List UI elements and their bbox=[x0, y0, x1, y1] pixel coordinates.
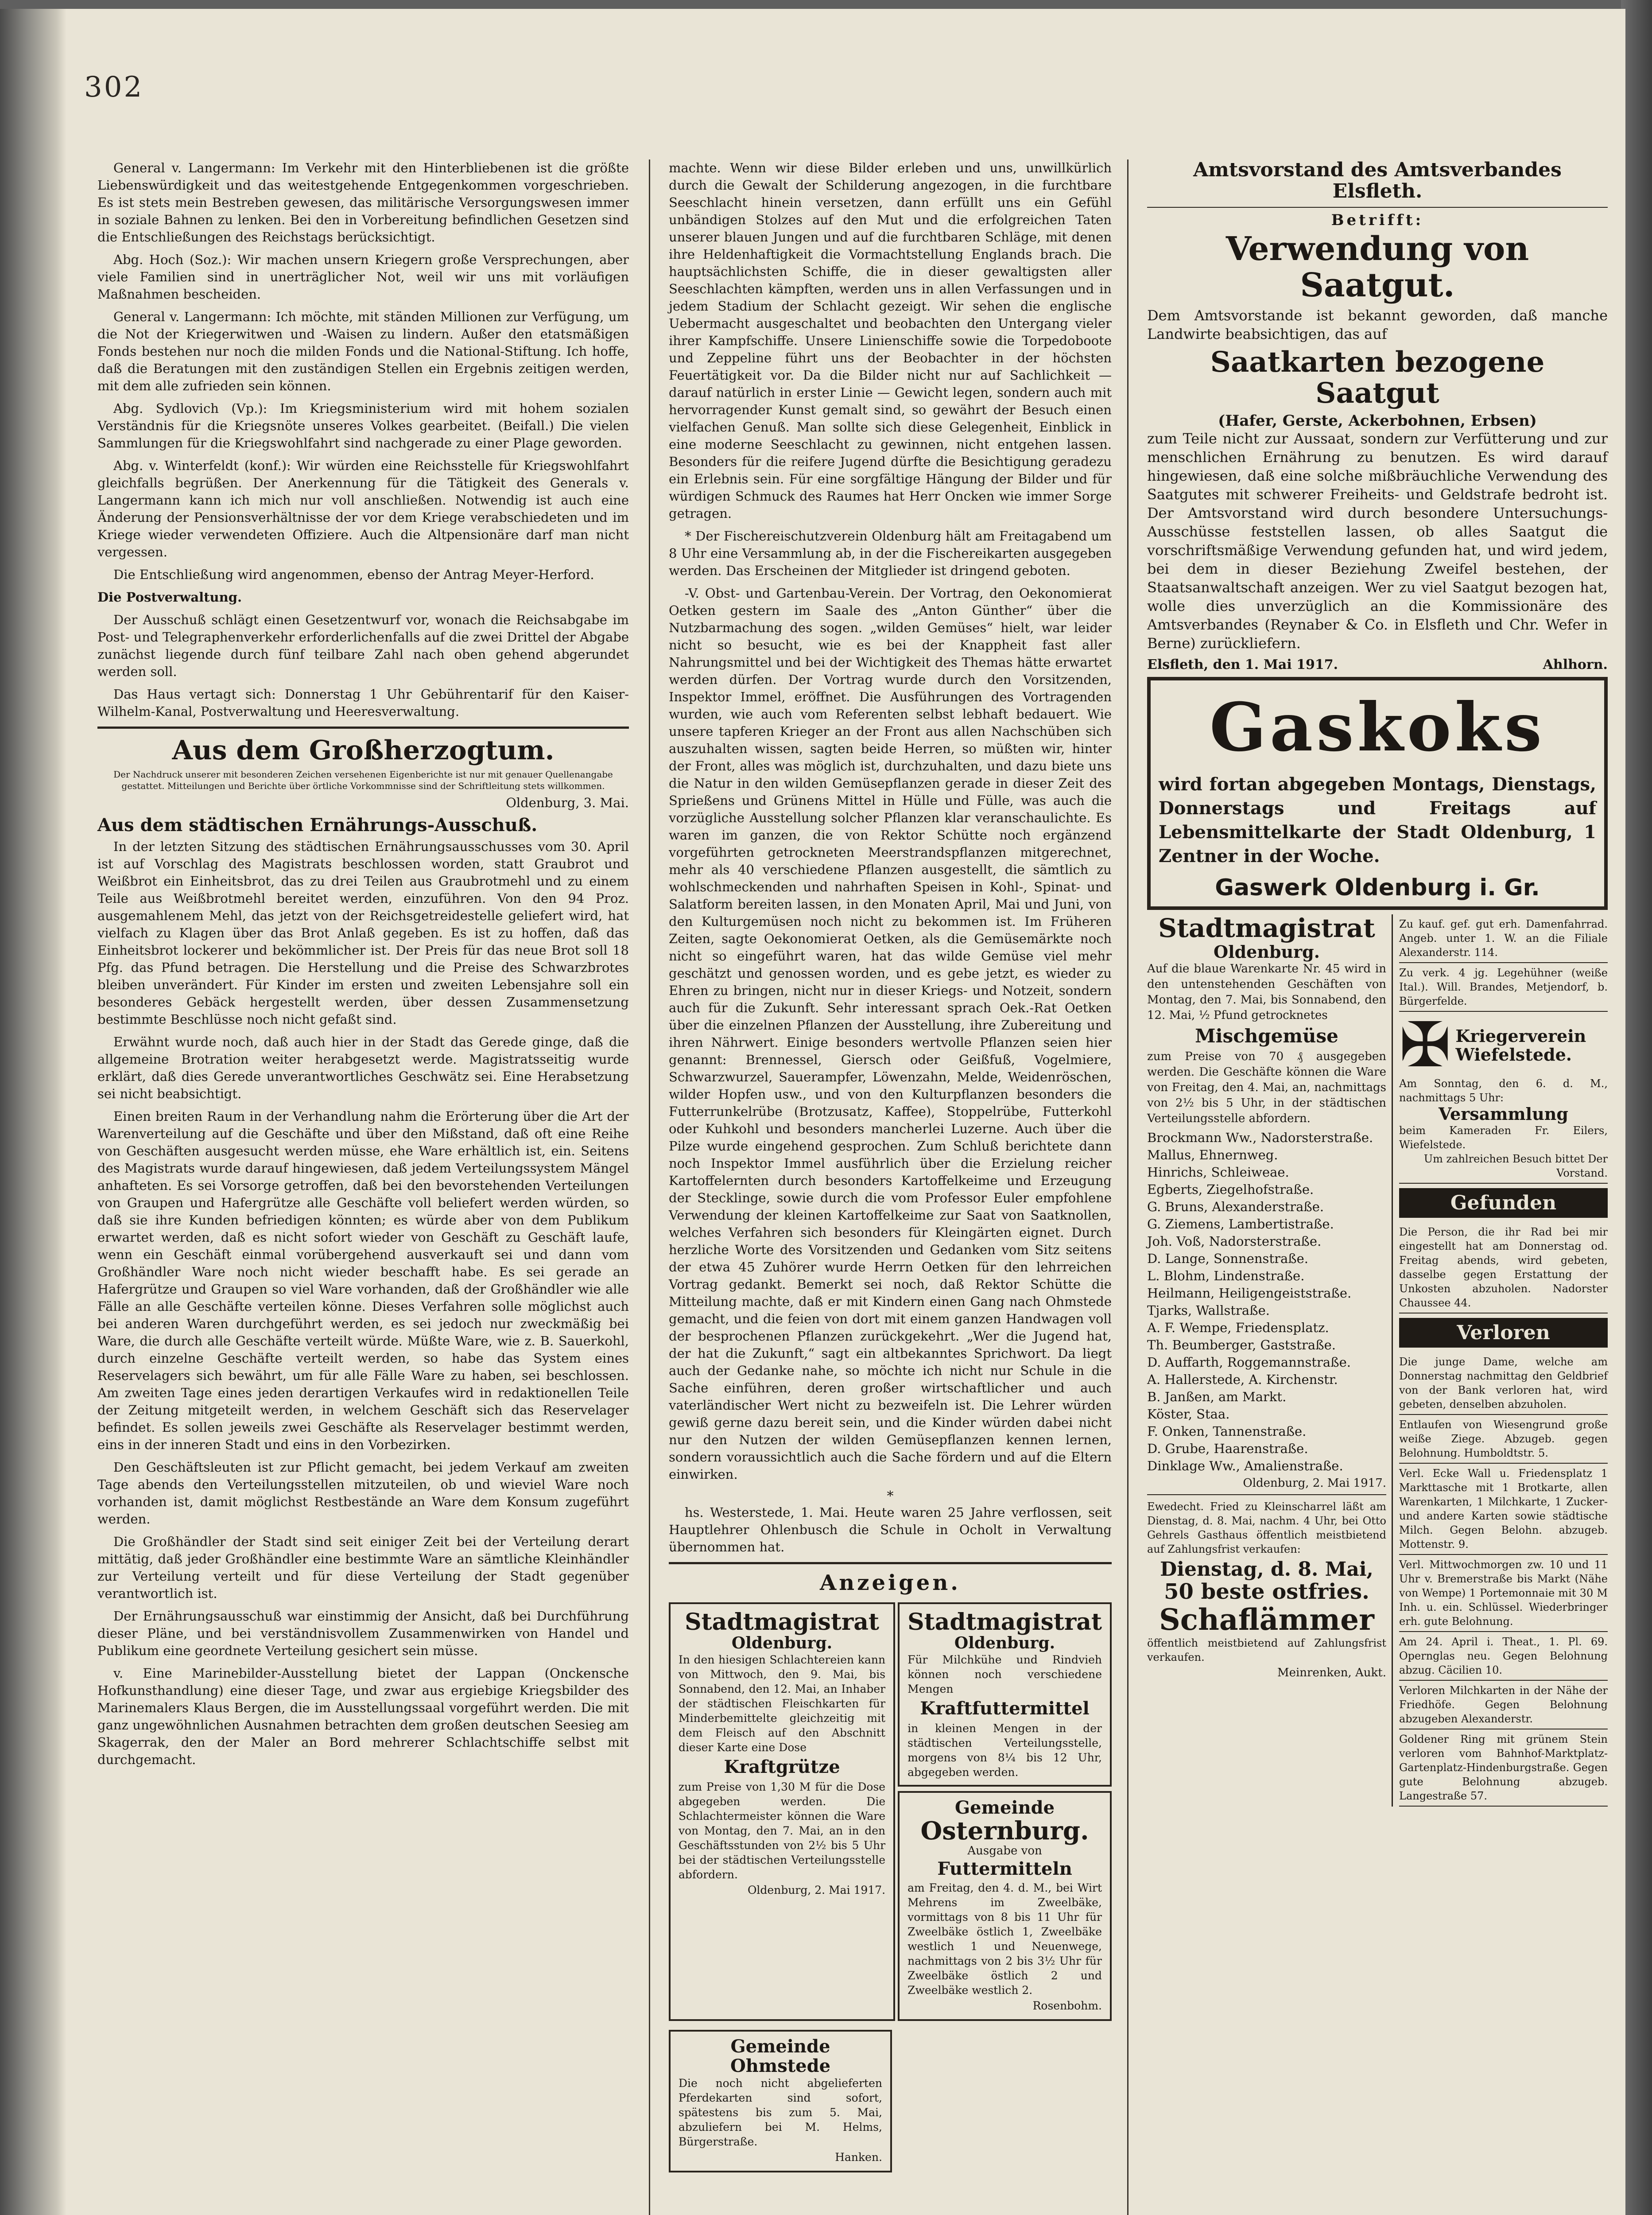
list-item: G. Ziemens, Lambertistraße. bbox=[1147, 1216, 1334, 1232]
paragraph: General v. Langermann: Im Verkehr mit den Hinterbliebenen ist die größte Liebenswürdigkeit und das weitestgehende Entgegenkommen vorgeschrieben. Es ist stets mein Bestreben gewesen, das militärische Versorgungswesen immer in soziale Bahnen zu lenken. Bei den in Vorbereitung befindlichen Gesetzen sind die Entschließungen des Reichstags berücksichtigt. bbox=[97, 160, 629, 245]
paragraph: hs. Westerstede, 1. Mai. Heute waren 25 Jahre verflossen, seit Hauptlehrer Ohlenbusch die Schule in Ocholt in Verwaltung übernommen hat. bbox=[669, 1505, 1112, 1554]
paragraph: Der Ausschuß schlägt einen Gesetzentwurf vor, wonach die Reichsabgabe im Post- und Telegraphenverkehr erforderlichenfalls auf die zwei Drittel der Abgabe zunächst liegende durch fünf teilbare Zahl nach oben gehend abgerundet werden soll. bbox=[97, 612, 629, 679]
list-item: Heilmann, Heiligengeiststraße. bbox=[1147, 1285, 1352, 1301]
classified-ad: Verl. Ecke Wall u. Friedensplatz 1 Markttasche mit 1 Brotkarte, allen Warenkarten, 1 Milchkarte, 1 Zucker- und andere Karten sowie städtische Milch. Gegen Belohn. abzugeb. Mottenstr. 9. bbox=[1399, 1464, 1608, 1555]
ad-kriegerverein bbox=[1399, 1009, 1608, 1184]
binding-edge bbox=[0, 9, 66, 2215]
list-item: F. Onken, Tannenstraße. bbox=[1147, 1423, 1307, 1439]
ad-title: Kriegerverein Wiefelstede. bbox=[1455, 1026, 1586, 1065]
list-item: Dinklage Ww., Amalienstraße. bbox=[1147, 1458, 1343, 1473]
list-item: Brockmann Ww., Nadorsterstraße. bbox=[1147, 1130, 1373, 1145]
paragraph: machte. Wenn wir diese Bilder erleben und uns, unwillkürlich durch die Gewalt der Schilderung angezogen, in die furchtbare Seeschlacht hinein versetzen, dann erfüllt uns ein Gefühl unbändigen Stolzes auf den Mut und die erfolgreichen Taten unserer blauen Jungen und auf die furchtbaren Schläge, mit denen ihre Heldenhaftigkeit die Vormachtstellung Englands brach. Die hauptsächlichsten Schiffe, die in dieser gewaltigsten aller Seeschlachten kämpften, werden uns in allen Verfassungen und in jedem Stadium der Schlacht gezeigt. Wir sehen die englische Uebermacht ausgeschaltet und beobachten den Untergang vieler ihrer Kampfschiffe. Unsere Linienschiffe sowie die Torpedoboote und Zeppeline führt uns der Beobachter in der höchsten Feuertätigkeit vor. Da die Bilder nicht nur auf Sachlichkeit — darauf natürlich in erster Linie — Gewicht legen, sondern auch mit hervorragender Kunst gemalt sind, so gewährt der Besuch einen vielfachen Genuß. Man sollte sich diese Gelegenheit, Einblick in eine moderne Seeschlacht zu gewinnen, nicht entgehen lassen. Besonders für die reifere Jugend dürfte die Besichtigung geradezu ein Erlebnis sein. Für eine sorgfältige Hängung der Bilder und für würdigen Schmuck des Raumes hat Herr Oncken wie immer Sorge getragen. bbox=[669, 160, 1112, 521]
paragraph: Die Entschließung wird angenommen, ebenso der Antrag Meyer-Herford. bbox=[113, 567, 594, 582]
ads-lower bbox=[1147, 914, 1608, 1807]
ads-heading: Anzeigen. bbox=[820, 1570, 961, 1595]
ads-row bbox=[669, 1598, 1112, 2025]
dateline: Oldenburg, 3. Mai. bbox=[506, 795, 629, 810]
ad-title: Stadtmagistrat bbox=[907, 1609, 1102, 1636]
merchant-list bbox=[1147, 1129, 1386, 1475]
rule bbox=[1147, 207, 1608, 208]
ad-body: am Freitag, den 4. d. M., bei Wirt Mehrens im Zweelbäke, vormittags von 8 bis 11 Uhr für Zweelbäke östlich 1, Zweelbäke westlich 1 und Neuenwege, nachmittags von 2 bis 3½ Uhr für Zweelbäke östlich 2 und Zweelbäke westlich 2. bbox=[907, 1881, 1102, 1997]
ad-signature: Ahlhorn. bbox=[1543, 657, 1608, 673]
list-item: G. Bruns, Alexanderstraße. bbox=[1147, 1199, 1324, 1214]
classified-ad: Verloren Milchkarten in der Nähe der Friedhöfe. Gegen Belohnung abzugeben Alexanderstr. bbox=[1399, 1681, 1608, 1729]
ad-subject-label: Betrifft: bbox=[1331, 211, 1424, 229]
ad-footer: Gaswerk Oldenburg i. Gr. bbox=[1215, 874, 1540, 902]
classified-ad: Die Person, die ihr Rad bei mir eingestellt hat am Donnerstag od. Freitag abends, wird gebeten, dasselbe gegen Erstattung der Unkosten abzuholen. Nadorster Chaussee 44. bbox=[1399, 1222, 1608, 1313]
ad-stadtmagistrat-kraftgruetze bbox=[669, 1602, 895, 2021]
ad-body: zum Preise von 1,30 M für die Dose abgegeben werden. Die Schlachtermeister können die Ware von Montag, den 7. Mai, an in den Geschäftsstunden von 2½ bis 5 Uhr bei der städtischen Verteilungsstelle abfordern. bbox=[679, 1780, 886, 1881]
ad-title: Stadtmagistrat bbox=[1158, 913, 1375, 944]
ad-body: öffentlich meistbietend auf Zahlungsfrist verkaufen. bbox=[1147, 1636, 1386, 1663]
list-item: A. Hallerstede, A. Kirchenstr. bbox=[1147, 1372, 1338, 1387]
ad-line: Ausgabe von bbox=[967, 1844, 1042, 1858]
ad-product: Mischgemüse bbox=[1195, 1025, 1338, 1047]
list-item: L. Blohm, Lindenstraße. bbox=[1147, 1268, 1305, 1283]
ad-body: Für Milchkühe und Rindvieh können noch verschiedene Mengen bbox=[907, 1653, 1102, 1695]
ad-headline: Verwendung von Saatgut. bbox=[1225, 230, 1529, 304]
ad-date: Dienstag, d. 8. Mai, bbox=[1160, 1558, 1373, 1581]
page-number: 302 bbox=[84, 71, 144, 104]
classified-ad: Zu kauf. gef. gut erh. Damenfahrrad. Angeb. unter 1. W. an die Filiale Alexanderstr. 114. bbox=[1399, 914, 1608, 963]
ad-stadtmagistrat-mischgemuese bbox=[1147, 914, 1393, 1807]
ad-headline: Saatkarten bezogene Saatgut bbox=[1210, 345, 1545, 410]
paragraph: -V. Obst- und Gartenbau-Verein. Der Vortrag, den Oekonomierat Oetken gestern im Saale des „Anton Günther“ über die Nutzbarmachung des sogen. „wilden Gemüses“ hielt, war leider nicht so besucht, wie es bei der Knappheit fast aller Nahrungsmittel und bei der Wichtigkeit des Themas hätte erwartet werden dürfen. Der Vortrag wurde durch den Vorsitzenden, Inspektor Immel, eröffnet. Die Ausführungen des Vortragenden wurden, wie auch vom Referenten selbst lebhaft bedauert. Wie unsere tapferen Krieger an der Front aus allen Nachschüben sich auszuhalten wissen, sagten beide Herren, so müßten wir, hinter der Front, alles was möglich ist, durchzuhalten, und dazu biete uns die Natur in den wilden Gemüsepflanzen gerade in dieser Zeit des Sprießens und Grünens Mittel in Hülle und Fülle, was auch die vorzügliche Ausstellung solcher Pflanzen klar veranschaulichte. Es waren im ganzen, die von Rektor Schütte noch ergänzend vorgeführten getrockneten Meerstrandspflanzen mitgerechnet, mehr als 40 verschiedene Pflanzen ausgestellt, die sämtlich zu wohlschmeckenden und nahrhaften Speisen in Kohl-, Spinat- und Salatform bereiten lassen, in den Monaten April, Mai und Juni, von den Kulturgemüsen noch nicht zu bekommen ist. Im Früheren Zeiten, sagte Oekonomierat Oetken, als die Gemüsemärkte noch nicht so eingeführt waren, hat das wilde Gemüse viel mehr geschätzt und genossen worden, und es gebe jetzt, es wieder zu Ehren zu bringen, nicht nur in dieser Kriegs- und Notzeit, sondern auch für die Zukunft. Sehr interessant sprach Oek.-Rat Oetken über die einzelnen Pflanzen der Ausstellung, ihre Zubereitung und ihren Nährwert. Einige besonders wertvolle Pflanzen seien hier genannt: Brennessel, Giersch oder Geißfuß, Vogelmiere, Schwarzwurzel, Sauerampfer, Löwenzahn, Melde, Weidenröschen, wilder Hopfen usw., und von den Kulturpflanzen besonders die Futterrunkelrübe (Brotzusatz, Kaffee), Stoppelrübe, Futterkohl oder Kuhkohl und besonders mancherlei Luzerne. Auch über die Pilze wurde eingehend gesprochen. Zum Schluß berichtete dann noch Inspektor Immel ausführlich über die Erzielung reicher Kartoffelernten durch besonders Kartoffelkeime und Erzeugung der Stecklinge, sowie durch die vom Professor Euler empfohlene Verwendung der kleinen Kartoffelkeime zur Saat von Saatknollen, welches Verfahren sich besonders für Kleingärten eignet. Durch herzliche Worte des Vorsitzenden und Gedanken vom Sitz seitens der etwa 45 Zuhörer wurde Herrn Oetken für den lehrreichen Vortrag gedankt. Bemerkt sei noch, daß Rektor Schütte die Mitteilung machte, daß er mit Kindern einen Gang nach Ohmstede gemacht, und die feien von dort mit einem ganzen Handwagen voll der besprochenen Pflanzen zurückgekehrt. „Wer die Jugend hat, der hat die Zukunft,“ sagt ein altbekanntes Sprichwort. Da liegt auch der Gedanke nahe, so möchte ich nicht nur Schule in die Sache einführen, deren großer wirtschaftlicher und auch vaterländischer Wert nicht zu bezweifeln ist. Die Lehrer würden gewiß gerne dazu bereit sein, und die Kinder würden dabei nicht nur den Nutzen der wilden Gemüsepflanzen kennen lernen, sondern voraussichtlich auch die Sache fördern und auf die Eltern einwirken. bbox=[669, 586, 1112, 1482]
ad-signature: Hanken. bbox=[835, 2150, 882, 2164]
ad-event: Versammlung bbox=[1439, 1104, 1568, 1124]
column-left bbox=[97, 159, 629, 2215]
ad-title: Gemeinde bbox=[955, 1797, 1055, 1818]
ads-right-stack bbox=[898, 1598, 1112, 2025]
paragraph: Der Ernährungsausschuß war einstimmig der Ansicht, daß bei Durchführung dieser Pläne, und bei verständnisvollem Zusammenwirken von Handel und Publikum eine geordnete Verteilung gesichert sein müsse. bbox=[97, 1609, 629, 1658]
ad-place-date: Elsfleth, den 1. Mai 1917. bbox=[1147, 657, 1338, 673]
classified-ad: Entlaufen von Wiesengrund große weiße Ziege. Abzugeb. gegen Belohnung. Humboldtstr. 5. bbox=[1399, 1415, 1608, 1464]
list-item: Tjarks, Wallstraße. bbox=[1147, 1302, 1270, 1318]
paragraph: Abg. Sydlovich (Vp.): Im Kriegsministerium wird mit hohem sozialen Verständnis für die Kriegsnöte unseres Volkes gearbeitet. (Beifall.) Die vielen Sammlungen für die Kriegswohlfahrt sind nachgerade zu einer Plage geworden. bbox=[97, 401, 629, 451]
ad-product: Kraftfuttermittel bbox=[920, 1698, 1090, 1719]
rule bbox=[1147, 1494, 1386, 1495]
list-item: Köster, Staa. bbox=[1147, 1406, 1230, 1422]
ad-body: beim Kameraden Fr. Eilers, Wiefelstede. bbox=[1399, 1124, 1608, 1151]
section-rule bbox=[97, 727, 629, 729]
ad-subheadline: (Hafer, Gerste, Ackerbohnen, Erbsen) bbox=[1218, 412, 1537, 430]
ad-stadtmagistrat-kraftfutter bbox=[898, 1602, 1112, 1787]
ad-product: Schaflämmer bbox=[1159, 1602, 1374, 1637]
list-item: Mallus, Ehnernweg. bbox=[1147, 1147, 1278, 1162]
ad-signature: Rosenbohm. bbox=[1032, 1999, 1102, 2012]
paragraph: Den Geschäftsleuten ist zur Pflicht gemacht, bei jedem Verkauf am zweiten Tage abends den Verteilungsstellen mitzuteilen, ob und wieviel Ware noch vorhanden ist, damit möglichst Restbestände an Ware dem Konsum zugeführt werden. bbox=[97, 1460, 629, 1527]
section-title: Aus dem Großherzogtum. bbox=[172, 735, 555, 766]
ad-body: wird fortan abgegeben Montags, Dienstags, Donnerstags und Freitags auf Lebensmittelkarte der Stadt Oldenburg, 1 Zentner in der Woche. bbox=[1159, 774, 1596, 867]
iron-cross-icon: ✠ bbox=[1399, 1009, 1451, 1082]
ad-headline: Gaskoks bbox=[1209, 688, 1546, 767]
ad-header: Amtsvorstand des Amtsverbandes Elsfleth. bbox=[1193, 159, 1562, 203]
paragraph: In der letzten Sitzung des städtischen Ernährungsausschusses vom 30. April ist auf Vorschlag des Magistrats beschlossen worden, statt Graubrot und Weißbrot ein Einheitsbrot, das zu drei Teilen aus Graubrotmehl und zu einem Teile aus Weißbrotmehl bereitet werden, einzuführen. Von den 94 Proz. ausgemahlenem Mehl, das jetzt von der Reichsgetreidestelle geliefert wird, hat vielfach zu Klagen über das Brot Anlaß gegeben. Es ist zu hoffen, daß das Einheitsbrot lockerer und bekömmlicher ist. Der Preis für das neue Brot soll 18 Pfg. das Pfund betragen. Die Herstellung und die Preise des Schwarzbrotes bleiben unverändert. Für Kinder im ersten und zweiten Lebensjahre soll ein besonderes Gebäck hergestellt werden, über dessen Zusammensetzung bestimmte Beschlüsse noch nicht gefaßt sind. bbox=[97, 839, 629, 1027]
column-divider bbox=[649, 159, 650, 2215]
ad-title: Gemeinde Ohmstede bbox=[730, 2036, 831, 2076]
list-item: B. Janßen, am Markt. bbox=[1147, 1389, 1287, 1404]
ad-gemeinde-osternburg bbox=[898, 1791, 1112, 2021]
ad-count: 50 beste ostfries. bbox=[1164, 1579, 1369, 1605]
ad-body: Dem Amtsvorstande ist bekannt geworden, daß manche Landwirte beabsichtigen, das auf bbox=[1147, 307, 1608, 342]
page-edge-shadow bbox=[1621, 0, 1652, 2215]
lost-banner: Verloren bbox=[1399, 1318, 1608, 1348]
classified-ad: Die junge Dame, welche am Donnerstag nachmittag den Geldbrief von der Bank verloren hat, wird gebeten, denselben abzuholen. bbox=[1399, 1352, 1608, 1415]
ad-body: zum Preise von 70 ₰ ausgegeben werden. Die Geschäfte können die Ware von Freitag, den 4. Mai, an, nachmittags von 2½ bis 5 Uhr, in der städtischen Verteilungsstelle abfordern. bbox=[1147, 1049, 1386, 1125]
ad-auction bbox=[1147, 1500, 1386, 1679]
ad-subtitle: Oldenburg. bbox=[731, 1634, 833, 1653]
ad-body: Ewedecht. Fried zu Kleinscharrel läßt am Dienstag, d. 8. Mai, nachm. 4 Uhr, bei Otto Gehrels Gasthaus öffentlich meistbietend auf Zahlungsfrist verkaufen: bbox=[1147, 1500, 1386, 1555]
ad-body: Auf die blaue Warenkarte Nr. 45 wird in den untenstehenden Geschäften von Montag, den 7. Mai, bis Sonnabend, den 12. Mai, ½ Pfund getrocknetes bbox=[1147, 962, 1386, 1022]
ad-title: Osternburg. bbox=[920, 1816, 1089, 1846]
ad-body: Am Sonntag, den 6. d. M., nachmittags 5 Uhr: bbox=[1399, 1077, 1608, 1104]
classified-ad: Am 24. April i. Theat., 1. Pl. 69. Opernglas neu. Gegen Belohnung abzug. Cäcilien 10. bbox=[1399, 1632, 1608, 1681]
subsection-title: Die Postverwaltung. bbox=[97, 590, 242, 605]
ad-subtitle: Oldenburg. bbox=[954, 1634, 1055, 1653]
list-item: D. Auffarth, Roggemannstraße. bbox=[1147, 1354, 1351, 1370]
classified-ad: Verl. Mittwochmorgen zw. 10 und 11 Uhr v. Bremerstraße bis Markt (Nähe von Wempe) 1 Portemonnaie mit 30 M Inh. u. ein. Schlüssel. Wiederbringer erh. gute Belohnung. bbox=[1399, 1555, 1608, 1632]
paragraph: Abg. Hoch (Soz.): Wir machen unsern Kriegern große Versprechungen, aber viele Familien sind in unerträglicher Not, weil wir uns mit vorläufigen Maßnahmen bescheiden. bbox=[97, 252, 629, 302]
list-item: Th. Beumberger, Gaststraße. bbox=[1147, 1337, 1336, 1352]
small-ads-column bbox=[1399, 914, 1608, 1807]
signature-row bbox=[1147, 657, 1608, 672]
ad-gaskoks bbox=[1147, 677, 1608, 910]
paragraph: Das Haus vertagt sich: Donnerstag 1 Uhr Gebührentarif für den Kaiser-Wilhelm-Kanal, Postverwaltung und Heeresverwaltung. bbox=[97, 687, 629, 719]
ad-gemeinde-ohmstede bbox=[669, 2030, 892, 2172]
ad-product: Kraftgrütze bbox=[724, 1756, 840, 1777]
paragraph: Abg. v. Winterfeldt (konf.): Wir würden eine Reichsstelle für Kriegswohlfahrt gleichfalls begrüßen. Der Anerkennung für die Tätigkeit des Generals v. Langermann kann ich mich nur voll anschließen. Notwendig ist auch eine Änderung der Pensionsverhältnisse der vor dem Kriege verabschiedeten und im Kriege wieder verwendeten Offiziere. Auch die Altpensionäre darf man nicht vergessen. bbox=[97, 458, 629, 560]
ad-body: In den hiesigen Schlachtereien kann von Mittwoch, den 9. Mai, bis Sonnabend, den 12. Mai, an Inhaber der städtischen Fleischkarten für Minderbemittelte gleichzeitig mit dem Fleisch auf den Abschnitt dieser Karte eine Dose bbox=[679, 1653, 886, 1754]
found-banner: Gefunden bbox=[1399, 1188, 1608, 1218]
list-item: D. Lange, Sonnenstraße. bbox=[1147, 1251, 1309, 1266]
list-item: Hinrichs, Schleiweae. bbox=[1147, 1164, 1289, 1180]
reprint-note: Der Nachdruck unserer mit besonderen Zeichen versehenen Eigenberichte ist nur mit genauer Quellenangabe gestattet. Mitteilungen und Berichte über örtliche Vorkommnisse sind der Schriftleitung stets willkommen. bbox=[113, 769, 613, 791]
paragraph: Erwähnt wurde noch, daß auch hier in der Stadt das Gerede ginge, daß die allgemeine Brotration weiter herabgesetzt werde. Magistratsseitig wurde erklärt, daß dies Gerede unverantwortliches Geschwätz sei. Eine Herabsetzung sei nicht beabsichtigt. bbox=[97, 1034, 629, 1101]
ad-date: Oldenburg, 2. Mai 1917. bbox=[1243, 1476, 1386, 1490]
list-item: D. Grube, Haarenstraße. bbox=[1147, 1441, 1308, 1456]
ad-title: Stadtmagistrat bbox=[685, 1609, 879, 1636]
paragraph: * Der Fischereischutzverein Oldenburg hält am Freitagabend um 8 Uhr eine Versammlung ab, in der die Fischereikarten ausgegeben werden. Das Erscheinen der Mitglieder ist dringend geboten. bbox=[669, 528, 1112, 578]
article-headline: Aus dem städtischen Ernährungs-Ausschuß. bbox=[97, 815, 538, 835]
paragraph: v. Eine Marinebilder-Ausstellung bietet der Lappan (Onckensche Hofkunsthandlung) eine dieser Tage, und zwar aus ergiebige Kriegsbilder des Marinemalers Klaus Bergen, die im Ausstellungssaal vorgeführt werden. Die mit ganz ungewöhnlichen Ausnahmen betrachten dem großen deutschen Seesieg am Skagerrak, den der Maler an Bord mehrerer Schlachtschiffe selbst mit durchgemacht. bbox=[97, 1666, 629, 1767]
separator-star: * bbox=[887, 1488, 894, 1504]
ad-body: Die noch nicht abgelieferten Pferdekarten sind sofort, spätestens bis zum 5. Mai, abzuliefern bei M. Helms, Bürgerstraße. bbox=[679, 2076, 882, 2148]
list-item: Egberts, Ziegelhofstraße. bbox=[1147, 1181, 1314, 1197]
classified-ad: Zu verk. 4 jg. Legehühner (weiße Ital.). Will. Brandes, Metjendorf, b. Bürgerfelde. bbox=[1399, 963, 1608, 1012]
paragraph: Einen breiten Raum in der Verhandlung nahm die Erörterung über die Art der Warenverteilung auf die Geschäfte und über den Mißstand, daß oft eine Reihe von Geschäften ausgesucht werden müsse, ehe Ware erhältlich ist, ein. Seitens des Magistrats wurde darauf hingewiesen, daß jedem Verteilungssystem Mängel anhafteten. Es sei Vorsorge getroffen, daß bei den bevorstehenden Verteilungen von Graupen und Hafergrütze alle Geschäfte voll beliefert werden würden, so daß sie ihre Kunden befriedigen könnten; es würde aber von dem Publikum erwartet werden, daß es nicht sofort wieder von Geschäft zu Geschäft laufe, wenn ein Geschäft einmal vorübergehend ausverkauft sei und dann vom Großhändler Ware noch nicht wieder beschafft habe. Es sei gerade an Hafergrütze und Graupen so viel Ware vorhanden, daß der Großhändler wie alle Fälle an alle Geschäfte verteilen könne. Dieses Verfahren solle möglichst auch bei anderen Waren durchgeführt werden, es sei jedoch nur zweckmäßig bei Ware, die durch alle Geschäfte verteilt würde. Müßte Ware, wie z. B. Sauerkohl, durch einzelne Geschäfte verteilt werden, so habe das System eines Reservelagers sich bewährt, um für alle Fälle Ware zu haben, sei beschlossen. Am zweiten Tage eines jeden derartigen Verkaufes wird in redaktionellen Teile der Zeitung mitgeteilt werden, in welchem Geschäft sich das Reservelager befindet. Es sollen jeweils zwei Geschäfte als Reservelager bestimmt werden, eins in der inneren Stadt und eins in den Vorbezirken. bbox=[97, 1109, 629, 1452]
paragraph: Die Großhändler der Stadt sind seit einiger Zeit bei der Verteilung derart mittätig, daß jeder Großhändler eine bestimmte Ware an sämtliche Kleinhändler zur Verteilung verteilt und für diese Verteilung der Stadt gegenüber verantwortlich ist. bbox=[97, 1534, 629, 1601]
column-middle bbox=[669, 159, 1112, 2215]
paragraph: General v. Langermann: Ich möchte, mit ständen Millionen zur Verfügung, um die Not der Kriegerwitwen und -Waisen zu lindern. Außer den etatsmäßigen Fonds bestehen nur noch die milden Fonds und die National-Stiftung. Ich hoffe, daß die Beratungen mit den zuständigen Stellen ein Ergebnis zeitigen werden, mit dem alle zufrieden sein können. bbox=[97, 309, 629, 393]
section-rule bbox=[669, 1562, 1112, 1564]
ad-signature: Um zahlreichen Besuch bittet Der Vorstand. bbox=[1423, 1152, 1608, 1179]
list-item: Joh. Voß, Nadorsterstraße. bbox=[1147, 1233, 1322, 1249]
column-divider bbox=[1127, 159, 1128, 2215]
column-right bbox=[1147, 159, 1608, 2215]
ad-date: Oldenburg, 2. Mai 1917. bbox=[747, 1883, 886, 1896]
classified-ad: Goldener Ring mit grünem Stein verloren vom Bahnhof-Marktplatz-Gartenplatz-Hindenburgstraße. Gegen gute Belohnung abzugeb. Langestraße 57. bbox=[1399, 1729, 1608, 1807]
ad-subtitle: Oldenburg. bbox=[1214, 941, 1320, 962]
ad-body: zum Teile nicht zur Aussaat, sondern zur Verfütterung und zur menschlichen Ernährung zu benutzen. Es wird darauf hingewiesen, daß eine solche mißbräuchliche Verwendung des Saatgutes mit schwerer Freiheits- und Geldstrafe bedroht ist. Der Amtsvorstand wird durch besondere Untersuchungs-Ausschüsse feststellen lassen, ob alles Saatgut die vorschriftsmäßige Verwendung gefunden hat, und wird jedem, bei dem in dieser Beziehung Zweifel bestehen, der Staatsanwaltschaft anzeigen. Wer zu viel Saatgut bezogen hat, wolle dies unverzüglich an die Kommissionäre des Amtsverbandes (Reynaber & Co. in Elsfleth und Chr. Wefer in Berne) zurückliefern. bbox=[1147, 430, 1608, 652]
ad-product: Futtermitteln bbox=[937, 1858, 1072, 1879]
ad-signature: Meinrenken, Aukt. bbox=[1277, 1666, 1386, 1679]
list-item: A. F. Wempe, Friedensplatz. bbox=[1147, 1320, 1329, 1335]
ad-body: in kleinen Mengen in der städtischen Verteilungsstelle, morgens von 8¼ bis 12 Uhr, abgegeben werden. bbox=[907, 1721, 1102, 1779]
